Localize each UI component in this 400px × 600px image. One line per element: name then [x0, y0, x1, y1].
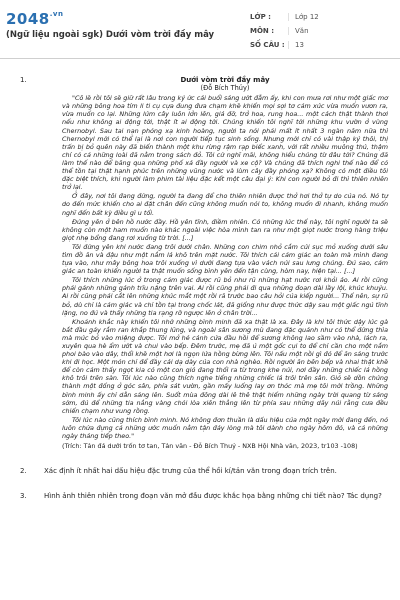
passage-paragraph: Đúng yên ở bên hồ nước đầy. Hồ yên tĩnh, điềm nhiên. Có những lúc thế này, tôi nghĩ người ta sẽ không còn một ham muốn nào khác ngoài việc hòa mình tan ra như một giọt nước trong hàng triệu giọt nhẹ bổng đang rơi xuống từ trời. [...]: [62, 217, 388, 242]
question-list: [14, 76, 390, 502]
passage-paragraph: "Cô lẽ rồi tôi sẽ giữ rất lâu trong ký ức cái buổi sáng ướt đẫm ấy, khi con mưa rơi như một giấc mơ và những bông hoa tím li ti cụ cựa đung đưa chạm khẽ khiến mọi sợi tơ cảm xúc vừa muốn vươn ra, vừa muốn co lại. Những lúm cây luôn lởn lên, giá đỡ, trở hoa, rung hoa... một cách thật thành thơi nếu như không ai động tới, thật ít ai động tới. Chúng khiến tôi nghĩ tới những khu vườn ở vùng Chernobyl. Sau tai nạn phóng xạ kinh hoàng, người ta nói phải mất ít nhất 3 ngàn năm nữa thì Chernobyl mới có thể lại là nơi con người tiếp tục sinh sống. Nhưng mới chỉ có vài thập kỷ thôi, thị trấn bị bỏ quên này đã biến thành một khu rừng rậm rạp biếc xanh, với rất nhiều muông thú, thậm chí có cả những loài đã nằm trong sách đỏ. Tôi cứ nghĩ mãi, không hiểu chúng từ đâu tới? Chúng đã làm thế nào để băng qua những phố xá đầy người và xe cộ? Và chúng đã thích nghi thế nào để có thể tồn tại thật hạnh phúc trên những vũng nước và lùm cây đầy phóng xạ? Không có một điều tôi đặc biệt thích, khi người làm phim tài liệu đặc kết một câu đại ý: Khi con người bỏ đi thì thiên nhiên trở lại.: [62, 94, 388, 192]
page-header: [0, 0, 400, 59]
question-3: [14, 491, 390, 502]
question-1: [14, 76, 390, 450]
passage-author: (Đỗ Bích Thủy): [200, 84, 250, 93]
document-title: (Ngữ liệu ngoài sgk) Dưới vòm trời đầy mây: [6, 30, 215, 40]
passage-paragraph: Tôi lúc nào cũng thích bình minh. Nó không đơn thuần là dấu hiệu của một ngày mới đang đến, nó luôn chứa đựng cả những ước muốn nằm tận đáy lòng mà tôi dành cho ngày hôm đó, và cả những ngày tháng tiếp theo.": [62, 415, 388, 441]
passage-citation: (Trích: Tản đá dưới trốn tơ tan, Tản văn - Đỗ Bích Thuỷ - NXB Hội Nhà văn, 2023, tr103 -108): [62, 442, 358, 451]
meta-question-count: SỐ CÂU : 13: [250, 38, 394, 52]
question-text: Hình ảnh thiên nhiên trong đoạn văn mở đầu được khắc họa bằng những chi tiết nào? Tác dụng?: [44, 492, 382, 501]
document-meta: [250, 10, 394, 52]
passage-paragraph: Khoảnh khắc này khiến tôi nhớ những bình minh đã xa thật là xa. Đây là khi tôi thức dậy lúc gà bắt đầu gáy rắm ran khắp thung lũng, và ngoài sân sương mù đang đặc quánh như có thể đứng thìa mà múc bỏ vào miệng được. Tôi mở hé cánh cửa đầu hồi để sương không lao sầm vào nhà, lách ra, xuyên qua hè ẩm ướt và chui vào bếp. Đêm trước, mẹ đã ủ một gốc cụi to để chỉ cần cho một nắm phoi bào vào dây, thổi khẽ một hơi là ngọn lửa hồng bừng lên. Tôi nấu một nồi gì đó để ăn sáng trước khi đi học. Một món chỉ để đầy cái dạ dày của con nhà nghèo. Rồi người ăn bên bếp và nhai thật khẽ để còn cảm thấy ngọt kia có một con gió đang thổi ra từ trong khe núi, nơi đầy những chiếc lá hồng khô trôi trên sàn. Tôi lúc nào cũng thích nghe tiếng những chiếc lá trôi trên sân. Gió sẽ dồn chúng thành một đống ở góc sân, phía sát vườn, gần mấy luống lay ơn thóc mà mẹ tôi mới trồng. Những bình minh ấy chỉ dẫn sáng lên. Suốt mùa đông dài lê thê thật hiếm những ngày trời quang từ sáng sớm, đủ để những tia nắng vàng chói lòa xiên thẳng lên từ phía sau những dãy núi rằng cưa đều chiến chạm như vung rồng.: [62, 317, 388, 415]
question-2: [14, 466, 390, 477]
meta-subject: MÔN : Văn: [250, 24, 394, 38]
passage-paragraph: Ở đây, nơi tôi đang đứng, người ta đang để cho thiên nhiên được thở hơi thở tự do của nó. Nó tự do đến mức khiến cho ai đặt chân đến cũng không muốn nói to, không muốn đi nhanh, không muốn nghĩ đến bất kỳ điều gì u tối.: [62, 192, 388, 217]
question-text: Xác định ít nhất hai dấu hiệu đặc trưng của thể hồi kí/tản văn trong đoạn trích trên.: [44, 467, 337, 476]
site-logo[interactable]: $2048^{.vn}$: [6, 10, 64, 28]
reading-passage: [62, 76, 388, 450]
passage-paragraph: Tôi đứng yên khi nước đang trôi dưới chân. Những con chim nhỏ cắm cúi sục mỏ xuống dưới sâu tìm đồ ăn và đậu như một nắm lá khô trên mặt nước. Tôi thích cái cảm giác an toàn mà mình đang tựa vào, như mây bông hoa trôi xuống vì dưới đang tựa vào vách núi sau lưng chúng. Đủ sao, cảm giác an toàn khiến người ta thật muốn sống bình yên đến tận cùng, hòm nay, hiện tại... [...]: [62, 242, 388, 276]
passage-title: Dưới vòm trời đầy mây: [180, 76, 270, 84]
meta-grade: LỚP : Lớp 12: [250, 10, 394, 24]
passage-paragraph: Tôi thích những lúc ở trong cảm giác được rũ bỏ như rũ những hạt nước rơi khỏi áo. Ai rồi cũng phải gánh những gánh trĩu nặng trên vai. Ai rồi cũng phải đi qua những đoạn dài lầy lội, khúc khuỷu. Ai rồi cũng phải cắt lên những khúc mắt một rồi rã trước bao câu hỏi của kiếp người... Thế nên, sự rũ bỏ, dù chỉ là cảm giác và chỉ tồn tại trong chốc lát, đã giống như được thức dậy sau một giấc ngủ tĩnh lặng, no đủ và thấy những tia rạng rỡ ngược lên ở chân trời...: [62, 276, 388, 317]
question-number: 1.: [20, 76, 27, 84]
question-number: 2.: [20, 467, 27, 476]
question-number: 3.: [20, 492, 27, 501]
